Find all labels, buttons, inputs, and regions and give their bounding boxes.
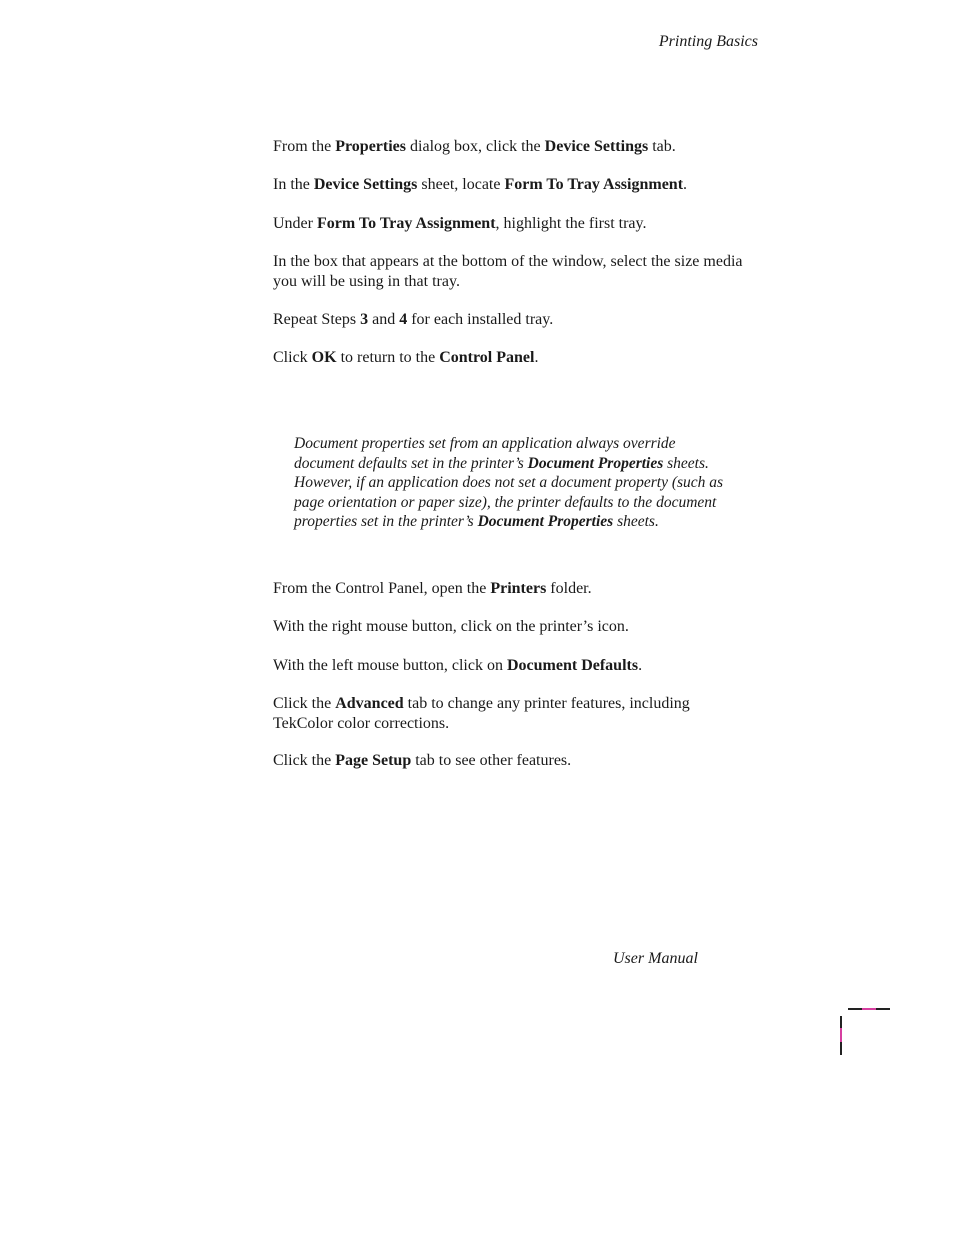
step-a-1 <box>273 137 763 157</box>
emphasis-text: Document Properties <box>477 513 614 530</box>
emphasis-text: Device Settings <box>313 176 418 193</box>
body-text: Click <box>273 349 312 366</box>
body-text: In the box that appears at the bottom of the window, select the size media you will be using in that tray. <box>273 253 743 290</box>
step-a-3 <box>273 214 763 234</box>
body-text: Document properties set from an application always override document defaults set in the printer’s <box>294 435 676 472</box>
emphasis-text: Document Properties <box>527 454 664 472</box>
body-text: Click the <box>273 752 336 769</box>
emphasis-text: OK <box>311 349 337 366</box>
emphasis-text: Form To Tray Assignment <box>504 176 684 193</box>
body-text: tab to change any printer features, including TekColor color corrections. <box>273 695 690 732</box>
body-text: tab. <box>648 138 676 155</box>
step-a-2 <box>273 175 763 195</box>
emphasis-text: Properties <box>335 138 407 155</box>
emphasis-text: Document Defaults <box>506 657 639 674</box>
emphasis-text: Control Panel <box>439 349 535 366</box>
body-text: With the right mouse button, click on the printer’s icon. <box>273 618 629 635</box>
running-header: Printing Basics <box>658 33 758 50</box>
emphasis-text: Device Settings <box>544 138 649 155</box>
step-b-1 <box>273 579 763 599</box>
step-b-4 <box>273 694 753 733</box>
body-text: With the left mouse button, click on <box>273 657 507 674</box>
emphasis-text: Page Setup <box>335 752 412 769</box>
step-a-5 <box>273 310 763 330</box>
body-text: Click the <box>273 695 336 712</box>
body-text: to return to the <box>336 349 440 366</box>
step-b-5 <box>273 751 763 771</box>
crop-mark-accent <box>862 1008 876 1010</box>
running-footer: User Manual <box>613 950 698 967</box>
body-text: . <box>534 349 539 366</box>
note-paragraph <box>294 434 724 532</box>
emphasis-text: 4 <box>399 311 408 328</box>
body-text: Repeat Steps <box>273 311 361 328</box>
body-text: and <box>368 311 400 328</box>
body-text: From the <box>273 138 336 155</box>
body-text: sheets. <box>613 513 659 530</box>
body-text: for each installed tray. <box>407 311 554 328</box>
emphasis-text: Advanced <box>335 695 404 712</box>
step-a-4 <box>273 252 753 291</box>
emphasis-text: 3 <box>360 311 369 328</box>
crop-mark-vertical-accent <box>840 1028 842 1042</box>
step-b-2 <box>273 617 763 637</box>
body-text: dialog box, click the <box>406 138 545 155</box>
body-text: Under <box>273 215 317 232</box>
body-text: , highlight the first tray. <box>495 215 647 232</box>
body-text: In the <box>273 176 314 193</box>
step-b-3 <box>273 656 763 676</box>
emphasis-text: Form To Tray Assignment <box>316 215 496 232</box>
body-text: sheets. However, if an application does not set a document property (such as page orientation or paper size), the printer defaults to the document properties set in the printer’s <box>294 454 724 530</box>
emphasis-text: Printers <box>490 580 547 597</box>
step-a-6 <box>273 348 763 368</box>
body-text: sheet, locate <box>417 176 505 193</box>
body-text: tab to see other features. <box>411 752 572 769</box>
body-text: . <box>638 657 643 674</box>
body-text: . <box>683 176 688 193</box>
body-text: From the Control Panel, open the <box>273 580 491 597</box>
body-text: folder. <box>546 580 592 597</box>
